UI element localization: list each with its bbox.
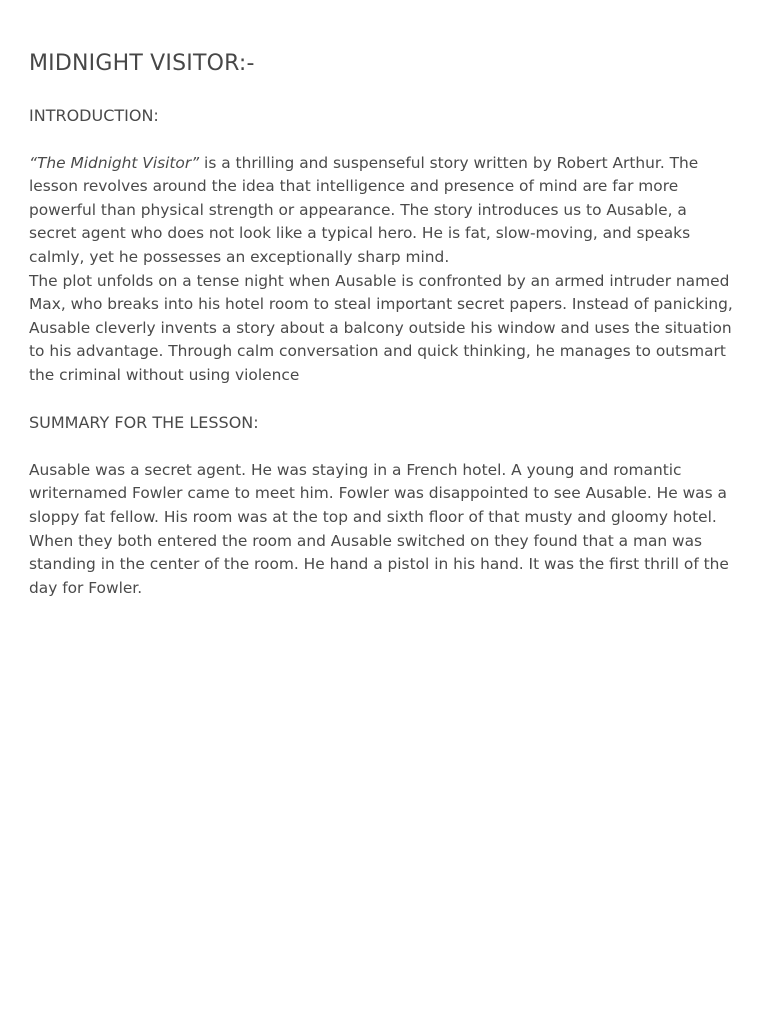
story-title-italic: “The Midnight Visitor” (29, 153, 200, 172)
spacer (29, 435, 739, 459)
introduction-paragraph-2: The plot unfolds on a tense night when Ausable is confronted by an armed intruder named Max, who breaks into his hotel room to steal important secret papers. Instead of panicking, Ausable cleverly invents a story about a balcony outside his window and uses the situation to his advantage. Through calm conversation and quick thinking, he manages to outsmart the criminal without using violence (29, 271, 733, 384)
spacer (29, 78, 739, 104)
introduction-paragraph-1-text: is a thrilling and suspenseful story written by Robert Arthur. The lesson revolves around the idea that intelligence and presence of mind are far more powerful than physical strength or appearance. The story introduces us to Ausable, a secret agent who does not look like a typical hero. He is fat, slow-moving, and speaks calmly, yet he possesses an exceptionally sharp mind. (29, 153, 699, 266)
summary-heading: SUMMARY FOR THE LESSON: (29, 413, 259, 433)
spacer (29, 388, 739, 412)
introduction-heading: INTRODUCTION: (29, 106, 159, 125)
document-title: MIDNIGHT VISITOR:- (29, 51, 255, 76)
summary-paragraph: Ausable was a secret agent. He was staying in a French hotel. A young and romantic writernamed Fowler came to meet him. Fowler was disappointed to see Ausable. He was a sloppy fat fellow. His room was at the top and sixth floor of that musty and gloomy hotel. When they both entered the room and Ausable switched on they found that a man was standing in the center of the room. He hand a pistol in his hand. It was the first thrill of the day for Fowler. (29, 460, 729, 597)
spacer (29, 128, 739, 152)
introduction-paragraph-1 (29, 152, 739, 270)
